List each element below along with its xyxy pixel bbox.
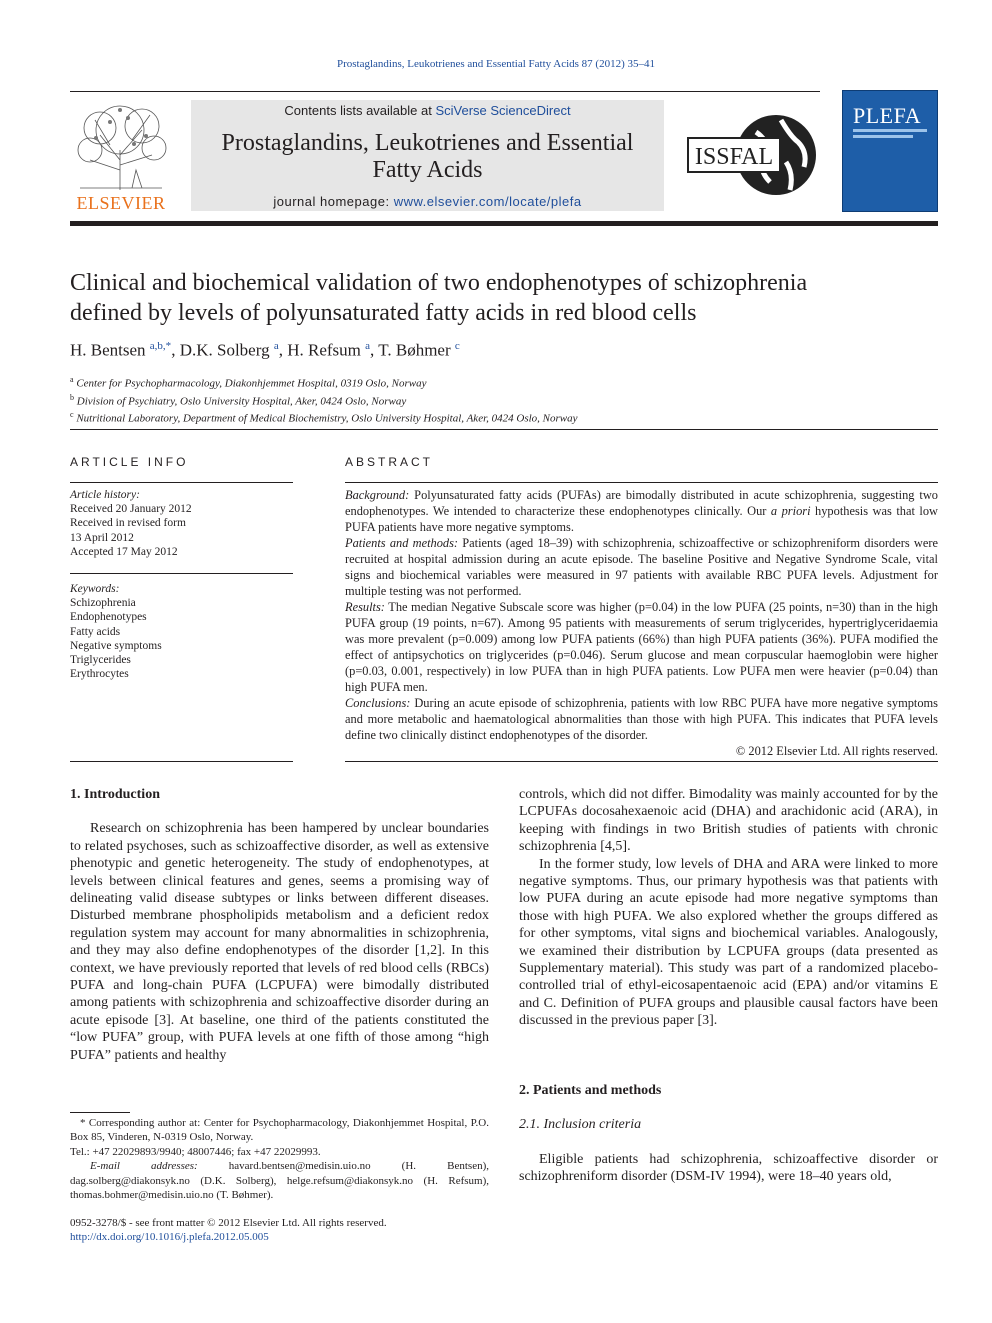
footnote-rule <box>70 1112 130 1113</box>
keyword: Fatty acids <box>70 625 121 638</box>
keywords-list: Keywords: Schizophrenia Endophenotypes Fatty acids Negative symptoms Triglycerides Erythrocytes <box>70 582 293 681</box>
section-heading: 1. Introduction <box>70 787 160 802</box>
keywords-rule <box>70 573 293 574</box>
journal-banner <box>191 100 664 211</box>
keyword: Endophenotypes <box>70 611 147 624</box>
imprint: 0952-3278/$ - see front matter © 2012 Elsevier Ltd. All rights reserved. http://dx.doi.org/10.1016/j.plefa.2012.05.005 <box>70 1216 489 1245</box>
paragraph: Eligible patients had schizophrenia, schizoaffective disorder or schizophreniform disorder (DSM-IV 1994), were 18–40 years old, <box>519 1151 938 1184</box>
journal-homepage: journal homepage: www.elsevier.com/locate/plefa <box>273 194 582 209</box>
subsection-heading: 2.1. Inclusion criteria <box>519 1117 642 1133</box>
journal-cover[interactable] <box>842 90 938 212</box>
header-rule <box>70 91 820 92</box>
abstract-methods: Patients and methods: Patients (aged 18–39) with schizophrenia, schizoaffective or schizophreniform disorders were recruited at hospital admission during an acute episode. The baseline Positive and Negative Syndrome Scale, vital signs and biochemical variables were measured in 97 patients with available RBC PUFA levels. Adjustment for multiple testing was not performed. <box>345 536 938 598</box>
keyword: Negative symptoms <box>70 639 162 652</box>
affiliation: $^c$ Nutritional Laboratory, Department of Medical Biochemistry, Oslo University Hospital, Aker, 0424 Oslo, Norway <box>70 410 578 425</box>
keyword: Triglycerides <box>70 654 131 667</box>
publisher-name: ELSEVIER <box>76 193 166 213</box>
issfal-logo <box>686 112 820 198</box>
author-name[interactable]: T. Bøhmer <box>378 340 451 360</box>
issfal-text: ISSFAL <box>694 144 774 170</box>
author-name[interactable]: H. Bentsen <box>70 340 146 360</box>
corresponding-author-footnote: * Corresponding author at: Center for Psychopharmacology, Diakonhjemmet Hospital, P.O. Box 85, Vinderen, N-0319 Oslo, Norway. Tel.: +47 22029893/9940; 48007446; fax +47 22029993. E-mail addresses: havard.bentsen@medisin.uio.no (H. Bentsen), dag.solberg@diakonsyk.no (D.K. Solberg), helge.refsum@diakonsyk.no (H. Refsum), thomas.bohmer@medisin.uio.no (T. Bøhmer). <box>70 1117 489 1202</box>
paragraph: In the former study, low levels of DHA and ARA were linked to more negative symptoms. Thus, our primary hypothesis was that patients with low PUFA during an acute episode had more negative symptoms than those with high PUFA. We also explored whether the groups differed as for other symptoms, vital signs and biochemical variables. Analogously, we examined their distribution by LCPUFA groups (data presented as Supplementary material). This study was part of a randomized placebo-controlled trial of ethyl-eicosapentaenoic acid (EPA) and/or vitamins E and C. Definition of PUFA groups and plausible causal factors have been discussed in the previous paper [3]. <box>519 856 938 1029</box>
article-info-heading: ARTICLE INFO <box>70 455 189 469</box>
homepage-link[interactable]: www.elsevier.com/locate/plefa <box>393 194 582 209</box>
affiliation: $^a$ Center for Psychopharmacology, Diakonhjemmet Hospital, 0319 Oslo, Norway <box>70 375 427 390</box>
email-addresses[interactable]: havard.bentsen@medisin.uio.no (H. Bentsen), dag.solberg@diakonsyk.no (D.K. Solberg), helge.refsum@diakonsyk.no (H. Refsum), thomas.bohmer@medisin.uio.no (T. Bøhmer). <box>70 1160 489 1202</box>
author-affil-marker[interactable]: a <box>273 340 279 352</box>
author-name[interactable]: H. Refsum <box>287 340 361 360</box>
article-history: Article history: Received 20 January 2012 Received in revised form 13 April 2012 Accepted 17 May 2012 <box>70 489 192 558</box>
author-affil-marker[interactable]: c <box>454 340 460 352</box>
paragraph: Research on schizophrenia has been hampered by unclear boundaries to related psychoses, such as schizoaffective disorder, as well as extensive phenotypic and genetic heterogeneity. The study of endophenotypes, at levels between clinical features and genes, seems a promising way of delineating valid disease subtypes or links between different diseases. Disturbed membrane phospholipids metabolism and a deficient redox regulation system may account for many abnormalities in schizophrenia, and they may also define endophenotypes of the disorder [1,2]. In this context, we have previously reported that levels of red blood cells (RBCs) PUFA and long-chain PUFA (LCPUFA) were bimodally distributed among patients with schizophrenia and schizoaffective disorder during an acute episode [3]. At baseline, one third of the patients constituted the “low PUFA” group, with PUFA levels at one fifth of those among “high PUFA” patients and healthy <box>70 821 489 1063</box>
abstract-rule <box>345 482 938 483</box>
doi-link[interactable]: http://dx.doi.org/10.1016/j.plefa.2012.05.005 <box>70 1231 269 1244</box>
cover-title: PLEFA <box>853 103 922 128</box>
article-info-rule <box>70 482 293 483</box>
affiliation: $^b$ Division of Psychiatry, Oslo University Hospital, Aker, 0424 Oslo, Norway <box>70 392 407 408</box>
abstract-results: Results: The median Negative Subscale score was higher (p=0.04) in the low PUFA (25 points, n=30) than in the high PUFA group (19 points, n=67). Among 95 patients with measurements of serum triglycerides, hypertriglyceridaemia was more prevalent (p=0.009) among low PUFA patients (66%) than high PUFA patients (36%). PUFA modified the effect of antipsychotics on triglycerides (p=0.046). Serum glucose and mean corpuscular haemoglobin were higher (p=0.03, 0.001, respectively) in low PUFA than in high PUFA patients. Low PUFA men were heavier (p=0.04) than high PUFA men. <box>345 600 938 694</box>
author-affil-marker[interactable]: a <box>365 340 371 352</box>
abstract-heading: ABSTRACT <box>345 455 434 469</box>
cover-decoration <box>853 135 913 138</box>
keyword: Schizophrenia <box>70 597 136 610</box>
paragraph: controls, which did not differ. Bimodality was mainly accounted for by the LCPUFAs docosahexaenoic acid (DHA) and arachidonic acid (ARA), in keeping with findings in two British studies of patients with chronic schizophrenia [4,5]. <box>519 787 938 855</box>
author-name[interactable]: D.K. Solberg <box>179 340 270 360</box>
contents-availability: Contents lists available at SciVerse ScienceDirect <box>284 103 571 118</box>
keyword: Erythrocytes <box>70 668 129 681</box>
affiliation-rule <box>70 429 938 430</box>
affiliation-list <box>70 373 938 426</box>
journal-title: Prostaglandins, Leukotrienes and Essential Fatty Acids <box>221 130 634 183</box>
author-list: H. Bentsen $^{a,b,*}$, D.K. Solberg $^a$, H. Refsum $^a$, T. Bøhmer $^c$ <box>70 340 460 360</box>
author-affil-marker[interactable]: a,b,* <box>149 340 172 352</box>
body-column-left <box>70 786 489 1064</box>
abstract-copyright: © 2012 Elsevier Ltd. All rights reserved. <box>735 744 938 758</box>
masthead-rule <box>70 221 938 226</box>
article-info-bottom-rule <box>70 761 293 762</box>
running-head[interactable]: Prostaglandins, Leukotrienes and Essential Fatty Acids 87 (2012) 35–41 <box>336 58 656 70</box>
article-title: Clinical and biochemical validation of two endophenotypes of schizophrenia defined by levels of polyunsaturated fatty acids in red blood cells <box>70 270 808 326</box>
abstract-body <box>345 487 938 759</box>
sciencedirect-link[interactable]: SciVerse ScienceDirect <box>435 103 571 118</box>
body-column-right <box>519 786 938 1185</box>
abstract-conclusions: Conclusions: During an acute episode of schizophrenia, patients with low RBC PUFA have more negative symptoms and more metabolic and haematological abnormalities than those with high PUFA. This indicates that PUFA levels define two clinically distinct endophenotypes of the disorder. <box>345 696 938 742</box>
abstract-bottom-rule <box>345 761 938 762</box>
abstract-background: Background: Polyunsaturated fatty acids (PUFAs) are bimodally distributed in acute schizophrenia, suggesting two endophenotypes. We intended to characterize these endophenotypes clinically. Our a priori hypothesis was that low PUFA patients have more negative symptoms. <box>345 488 938 534</box>
section-heading: 2. Patients and methods <box>519 1082 662 1098</box>
cover-decoration <box>853 129 927 132</box>
